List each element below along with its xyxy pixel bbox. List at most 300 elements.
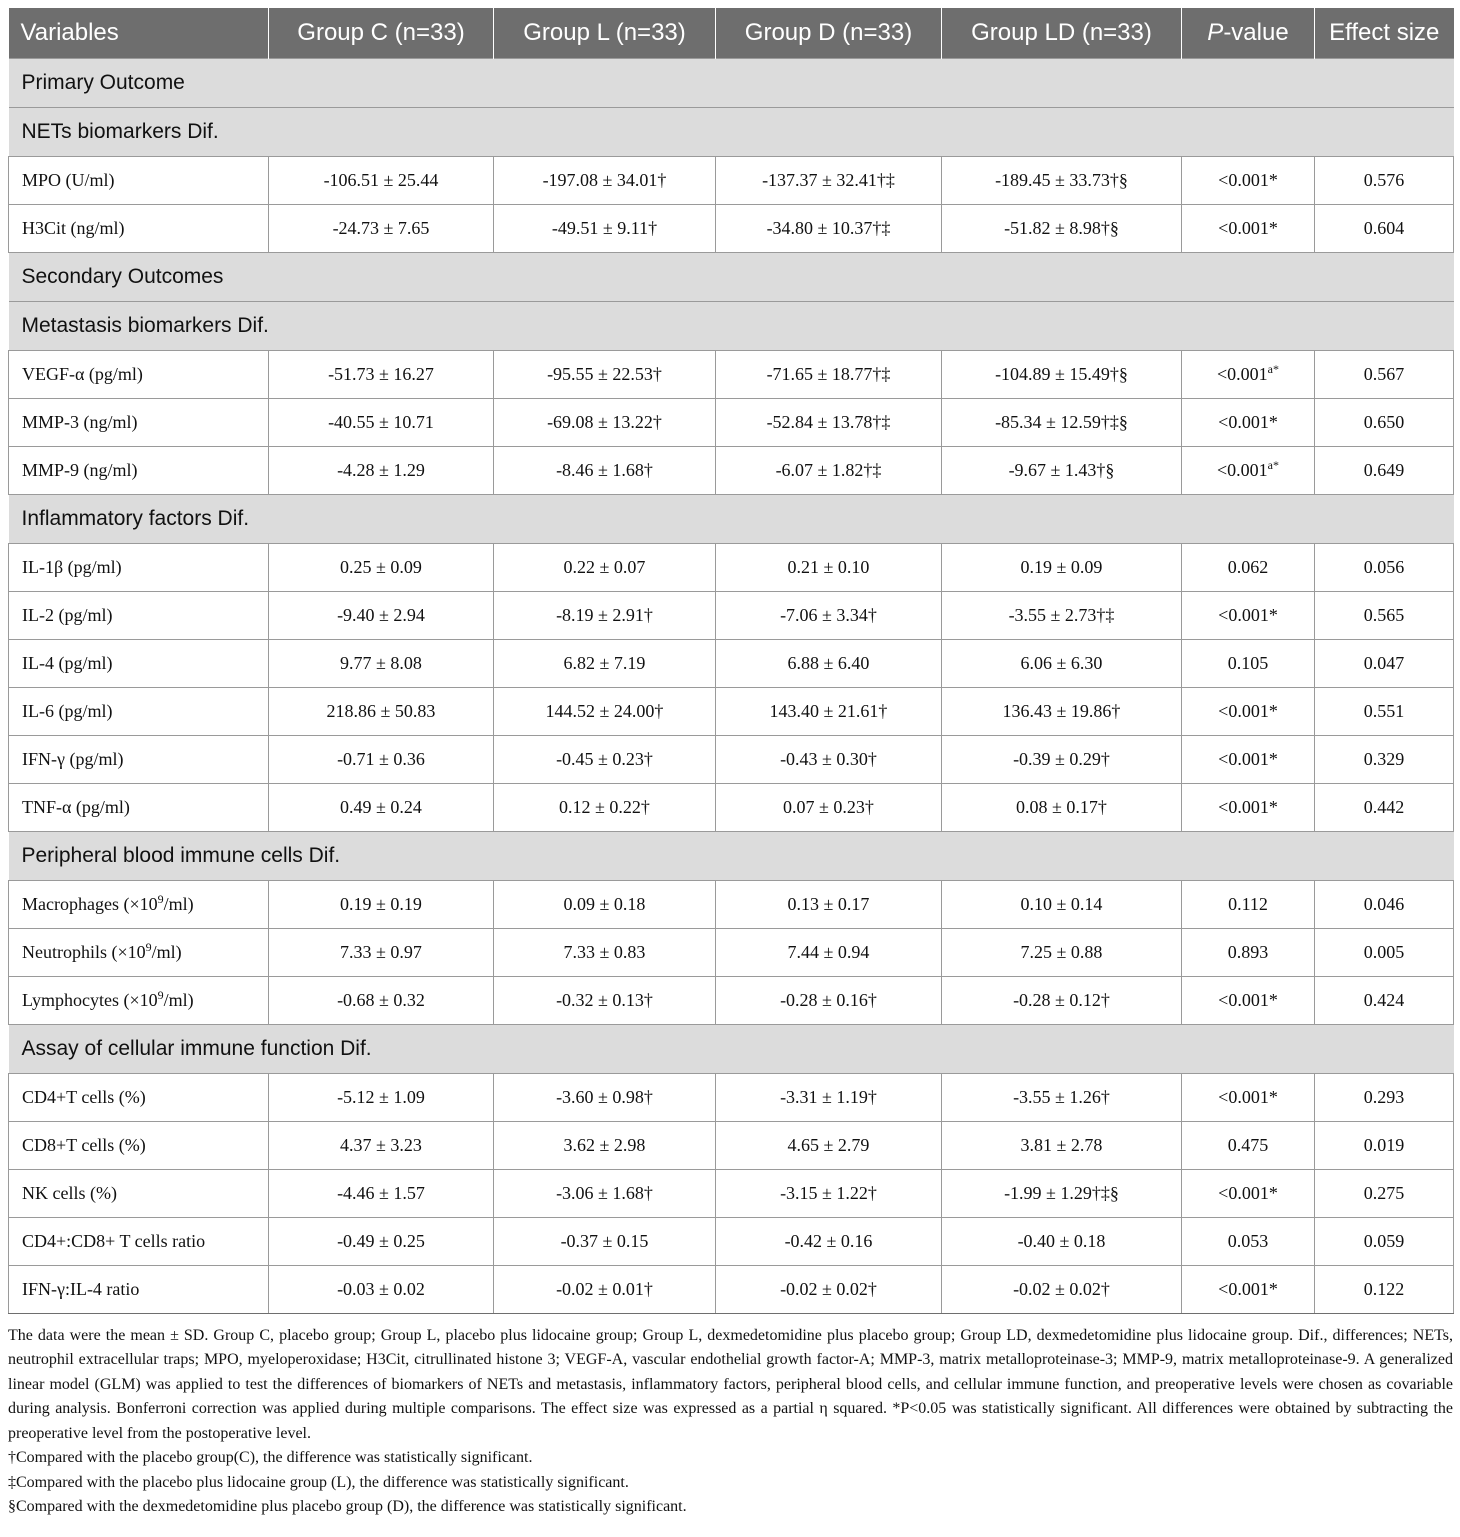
group-c-text: -0.71 ± 0.36 [337, 748, 425, 769]
group-c-text: -4.46 ± 1.57 [337, 1182, 425, 1203]
effect-size-text: 0.059 [1363, 1230, 1405, 1251]
header-p-value: P-value [1182, 8, 1315, 58]
table-row [9, 1073, 1454, 1121]
group-ld-cell [942, 783, 1182, 831]
variable-cell [9, 687, 269, 735]
p-value-text: 0.893 [1227, 941, 1269, 962]
group-d-cell [716, 639, 942, 687]
group-ld-cell [942, 204, 1182, 252]
p-value-text: <0.001* [1218, 217, 1278, 238]
p-value-cell [1182, 783, 1315, 831]
table-row [9, 880, 1454, 928]
group-l-text: 144.52 ± 24.00† [545, 700, 664, 721]
group-c-cell [269, 543, 494, 591]
group-c-cell [269, 591, 494, 639]
group-d-text: -7.06 ± 3.34† [780, 604, 877, 625]
variable-cell [9, 735, 269, 783]
group-c-cell [269, 156, 494, 204]
effect-size-text: 0.650 [1363, 411, 1405, 432]
p-value-cell [1182, 687, 1315, 735]
group-c-cell [269, 735, 494, 783]
p-value-cell [1182, 543, 1315, 591]
group-ld-text: 0.19 ± 0.09 [1020, 556, 1103, 577]
results-table [8, 8, 1454, 1314]
group-c-cell [269, 204, 494, 252]
group-ld-cell [942, 350, 1182, 398]
group-ld-cell [942, 591, 1182, 639]
variable-cell [9, 880, 269, 928]
group-c-cell [269, 639, 494, 687]
group-c-text: 7.33 ± 0.97 [340, 941, 422, 962]
table-row [9, 1121, 1454, 1169]
group-c-text: -51.73 ± 16.27 [328, 363, 434, 384]
group-d-cell [716, 880, 942, 928]
effect-size-text: 0.424 [1363, 989, 1405, 1010]
group-ld-text: 0.08 ± 0.17† [1016, 796, 1107, 817]
variable-text: IFN-γ (pg/ml) [22, 748, 124, 769]
group-d-text: 0.07 ± 0.23† [783, 796, 874, 817]
unit-exponent: 9 [145, 939, 152, 954]
group-l-cell [494, 735, 716, 783]
p-value-text: 0.475 [1227, 1134, 1269, 1155]
variable-cell [9, 204, 269, 252]
header-group-d: Group D (n=33) [716, 8, 942, 58]
group-ld-cell [942, 1073, 1182, 1121]
table-row [9, 735, 1454, 783]
variable-cell [9, 591, 269, 639]
section-row [9, 252, 1454, 301]
effect-size-cell [1315, 591, 1454, 639]
variable-cell [9, 156, 269, 204]
group-d-cell [716, 446, 942, 494]
group-l-text: -0.02 ± 0.01† [556, 1278, 653, 1299]
p-value-cell [1182, 1121, 1315, 1169]
group-l-text: 0.12 ± 0.22† [559, 796, 650, 817]
group-l-text: 7.33 ± 0.83 [563, 941, 646, 962]
group-c-cell [269, 928, 494, 976]
group-ld-text: 136.43 ± 19.86† [1002, 700, 1121, 721]
group-d-cell [716, 1121, 942, 1169]
group-ld-cell [942, 687, 1182, 735]
group-ld-text: -189.45 ± 33.73†§ [995, 169, 1128, 190]
p-value-text: 0.112 [1228, 893, 1268, 914]
group-c-cell [269, 783, 494, 831]
p-value-text: <0.001* [1218, 411, 1278, 432]
section-row [9, 1024, 1454, 1073]
group-d-cell [716, 735, 942, 783]
group-l-cell [494, 687, 716, 735]
group-ld-cell [942, 976, 1182, 1024]
header-group-l: Group L (n=33) [494, 8, 716, 58]
p-value-text: <0.001* [1218, 1086, 1278, 1107]
unit-exponent: 9 [157, 987, 164, 1002]
footnote-double-dagger: ‡Compared with the placebo plus lidocaine group (L), the difference was statistically significant. [8, 1473, 629, 1491]
group-ld-text: -1.99 ± 1.29†‡§ [1004, 1182, 1119, 1203]
variable-cell [9, 350, 269, 398]
group-ld-cell [942, 398, 1182, 446]
table-row [9, 591, 1454, 639]
effect-size-cell [1315, 350, 1454, 398]
section-row [9, 494, 1454, 543]
group-c-text: -106.51 ± 25.44 [323, 169, 439, 190]
variable-cell [9, 1217, 269, 1265]
variable-text: Macrophages (×10 [22, 893, 158, 914]
variable-text: IL-2 (pg/ml) [22, 604, 113, 625]
group-c-cell [269, 687, 494, 735]
variable-cell [9, 446, 269, 494]
section-row [9, 107, 1454, 156]
variable-cell [9, 1073, 269, 1121]
group-d-cell [716, 398, 942, 446]
group-d-text: -52.84 ± 13.78†‡ [766, 411, 891, 432]
p-value-cell [1182, 1169, 1315, 1217]
group-c-text: -40.55 ± 10.71 [328, 411, 434, 432]
group-l-cell [494, 446, 716, 494]
group-l-cell [494, 1169, 716, 1217]
effect-size-text: 0.604 [1363, 217, 1405, 238]
effect-size-text: 0.442 [1363, 796, 1405, 817]
group-c-text: 4.37 ± 3.23 [340, 1134, 422, 1155]
group-c-cell [269, 1121, 494, 1169]
effect-size-text: 0.056 [1363, 556, 1405, 577]
variable-text: TNF-α (pg/ml) [22, 796, 130, 817]
group-c-cell [269, 880, 494, 928]
group-l-cell [494, 1265, 716, 1313]
p-value-cell [1182, 1217, 1315, 1265]
effect-size-text: 0.649 [1363, 459, 1405, 480]
group-ld-cell [942, 446, 1182, 494]
effect-size-cell [1315, 687, 1454, 735]
group-ld-text: 0.10 ± 0.14 [1020, 893, 1103, 914]
group-d-cell [716, 591, 942, 639]
group-l-cell [494, 1121, 716, 1169]
variable-text: MMP-3 (ng/ml) [22, 411, 138, 432]
p-value-text: <0.001 [1217, 459, 1268, 480]
unit-suffix: /ml) [151, 941, 182, 962]
effect-size-cell [1315, 446, 1454, 494]
unit-suffix: /ml) [163, 893, 194, 914]
group-ld-text: -3.55 ± 1.26† [1013, 1086, 1110, 1107]
group-l-text: 0.09 ± 0.18 [563, 893, 646, 914]
p-value-superscript: a* [1267, 457, 1279, 472]
p-value-cell [1182, 976, 1315, 1024]
table-row [9, 1217, 1454, 1265]
table-row [9, 928, 1454, 976]
footnote-dagger: †Compared with the placebo group(C), the difference was statistically significant. [8, 1449, 533, 1466]
group-d-text: -0.28 ± 0.16† [780, 989, 877, 1010]
p-value-text: <0.001* [1218, 1182, 1278, 1203]
group-l-text: 0.22 ± 0.07 [563, 556, 646, 577]
group-c-text: -5.12 ± 1.09 [337, 1086, 425, 1107]
group-l-cell [494, 639, 716, 687]
group-ld-cell [942, 1217, 1182, 1265]
section-label: Metastasis biomarkers Dif. [9, 301, 1454, 350]
p-value-cell [1182, 446, 1315, 494]
effect-size-cell [1315, 204, 1454, 252]
group-l-cell [494, 591, 716, 639]
p-value-text: <0.001* [1218, 796, 1278, 817]
p-value-text: <0.001 [1217, 363, 1268, 384]
footnote-main: The data were the mean ± SD. Group C, placebo group; Group L, placebo plus lidocaine group; Group L, dexmedetomidine plus placebo group; Group LD, dexmedetomidine plus lidocaine group. Dif., differences; NETs, neutrophil extracellular traps; MPO, myeloperoxidase; H3Cit, citrullinated histone 3; VEGF-A, vascular endothelial growth factor-A; MMP-3, matrix metalloproteinase-3; MMP-9, matrix metalloproteinase-9. A generalized linear model (GLM) was applied to test the differences of biomarkers of NETs and metastasis, inflammatory factors, peripheral blood cells, and cellular immune function, and preoperative levels were chosen as covariable during analysis. Bonferroni correction was applied during multiple comparisons. The effect size was expressed as a partial η squared. *P<0.05 was statistically significant. All differences were obtained by subtracting the preoperative level from the postoperative level. [8, 1326, 1453, 1442]
variable-text: CD4+T cells (%) [22, 1086, 146, 1107]
group-c-cell [269, 1169, 494, 1217]
p-value-text: <0.001* [1218, 748, 1278, 769]
table-container [8, 8, 1453, 1520]
group-c-cell [269, 350, 494, 398]
variable-cell [9, 783, 269, 831]
effect-size-text: 0.005 [1363, 941, 1405, 962]
table-row [9, 639, 1454, 687]
table-row [9, 446, 1454, 494]
group-l-cell [494, 783, 716, 831]
variable-text: NK cells (%) [22, 1182, 117, 1203]
header-p-letter: P [1207, 18, 1224, 46]
p-value-cell [1182, 204, 1315, 252]
p-value-cell [1182, 591, 1315, 639]
group-ld-cell [942, 1121, 1182, 1169]
variable-cell [9, 1265, 269, 1313]
variable-text: CD8+T cells (%) [22, 1134, 146, 1155]
group-c-text: 9.77 ± 8.08 [340, 652, 422, 673]
effect-size-text: 0.275 [1363, 1182, 1405, 1203]
variable-text: IL-6 (pg/ml) [22, 700, 113, 721]
header-variables: Variables [9, 8, 269, 58]
p-value-cell [1182, 398, 1315, 446]
variable-cell [9, 398, 269, 446]
group-c-cell [269, 1217, 494, 1265]
group-l-cell [494, 350, 716, 398]
effect-size-cell [1315, 1121, 1454, 1169]
table-row [9, 687, 1454, 735]
variable-text: Neutrophils (×10 [22, 941, 146, 962]
table-footnotes [8, 1324, 1453, 1520]
header-row [9, 8, 1454, 58]
group-l-text: -8.19 ± 2.91† [556, 604, 653, 625]
variable-cell [9, 543, 269, 591]
variable-cell [9, 928, 269, 976]
group-ld-text: 3.81 ± 2.78 [1020, 1134, 1103, 1155]
group-ld-cell [942, 735, 1182, 783]
section-label: Peripheral blood immune cells Dif. [9, 831, 1454, 880]
effect-size-text: 0.567 [1363, 363, 1405, 384]
section-row [9, 58, 1454, 107]
group-ld-text: -0.28 ± 0.12† [1013, 989, 1110, 1010]
effect-size-text: 0.122 [1363, 1278, 1405, 1299]
group-l-text: -49.51 ± 9.11† [551, 217, 658, 238]
group-ld-text: -0.02 ± 0.02† [1013, 1278, 1110, 1299]
section-label: Inflammatory factors Dif. [9, 494, 1454, 543]
group-c-cell [269, 446, 494, 494]
group-ld-cell [942, 880, 1182, 928]
effect-size-cell [1315, 976, 1454, 1024]
p-value-text: <0.001* [1218, 700, 1278, 721]
group-l-cell [494, 976, 716, 1024]
group-l-cell [494, 156, 716, 204]
table-row [9, 204, 1454, 252]
group-l-cell [494, 1073, 716, 1121]
effect-size-text: 0.046 [1363, 893, 1405, 914]
variable-cell [9, 1169, 269, 1217]
group-d-text: 0.21 ± 0.10 [787, 556, 870, 577]
group-d-cell [716, 783, 942, 831]
table-row [9, 543, 1454, 591]
group-c-text: 218.86 ± 50.83 [326, 700, 436, 721]
section-label: NETs biomarkers Dif. [9, 107, 1454, 156]
group-l-text: -0.45 ± 0.23† [556, 748, 653, 769]
group-d-cell [716, 156, 942, 204]
group-c-text: 0.19 ± 0.19 [340, 893, 422, 914]
effect-size-text: 0.047 [1363, 652, 1405, 673]
p-value-text: <0.001* [1218, 604, 1278, 625]
group-l-text: -8.46 ± 1.68† [556, 459, 653, 480]
effect-size-text: 0.551 [1363, 700, 1405, 721]
p-value-cell [1182, 928, 1315, 976]
p-value-text: <0.001* [1218, 169, 1278, 190]
section-label: Primary Outcome [9, 58, 1454, 107]
section-row [9, 831, 1454, 880]
group-ld-text: -9.67 ± 1.43†§ [1008, 459, 1115, 480]
group-l-text: -3.06 ± 1.68† [556, 1182, 653, 1203]
group-d-cell [716, 687, 942, 735]
section-row [9, 301, 1454, 350]
group-c-text: -9.40 ± 2.94 [337, 604, 425, 625]
group-l-text: -197.08 ± 34.01† [542, 169, 667, 190]
group-ld-text: -85.34 ± 12.59†‡§ [995, 411, 1128, 432]
footnote-section: §Compared with the dexmedetomidine plus placebo group (D), the difference was statistically significant. [8, 1498, 687, 1515]
effect-size-text: 0.576 [1363, 169, 1405, 190]
table-row [9, 783, 1454, 831]
group-c-text: 0.25 ± 0.09 [340, 556, 422, 577]
unit-suffix: /ml) [163, 989, 194, 1010]
group-ld-text: -51.82 ± 8.98†§ [1004, 217, 1119, 238]
p-value-cell [1182, 880, 1315, 928]
table-row [9, 156, 1454, 204]
group-l-text: -95.55 ± 22.53† [547, 363, 662, 384]
p-value-text: <0.001* [1218, 989, 1278, 1010]
group-l-text: -3.60 ± 0.98† [556, 1086, 653, 1107]
header-group-c: Group C (n=33) [269, 8, 494, 58]
variable-text: MPO (U/ml) [22, 169, 115, 190]
group-ld-text: -0.40 ± 0.18 [1017, 1230, 1106, 1251]
group-d-cell [716, 204, 942, 252]
p-value-text: 0.105 [1227, 652, 1269, 673]
group-l-text: 6.82 ± 7.19 [563, 652, 646, 673]
p-value-text: 0.053 [1227, 1230, 1269, 1251]
group-d-cell [716, 1265, 942, 1313]
group-d-cell [716, 976, 942, 1024]
group-ld-cell [942, 639, 1182, 687]
header-group-ld: Group LD (n=33) [942, 8, 1182, 58]
group-l-text: -0.37 ± 0.15 [560, 1230, 649, 1251]
group-d-text: 4.65 ± 2.79 [787, 1134, 870, 1155]
table-body [9, 58, 1454, 1313]
variable-cell [9, 1121, 269, 1169]
group-l-cell [494, 543, 716, 591]
group-ld-text: -0.39 ± 0.29† [1013, 748, 1110, 769]
group-d-text: -0.02 ± 0.02† [780, 1278, 877, 1299]
group-d-text: -0.43 ± 0.30† [780, 748, 877, 769]
group-d-cell [716, 1169, 942, 1217]
group-c-cell [269, 1073, 494, 1121]
group-ld-text: 7.25 ± 0.88 [1020, 941, 1103, 962]
variable-text: Lymphocytes (×10 [22, 989, 158, 1010]
group-c-text: 0.49 ± 0.24 [340, 796, 422, 817]
group-l-cell [494, 880, 716, 928]
p-value-cell [1182, 1073, 1315, 1121]
group-d-text: -0.42 ± 0.16 [784, 1230, 873, 1251]
effect-size-cell [1315, 1073, 1454, 1121]
group-d-cell [716, 1073, 942, 1121]
group-d-cell [716, 543, 942, 591]
group-ld-cell [942, 543, 1182, 591]
p-value-text: <0.001* [1218, 1278, 1278, 1299]
group-d-cell [716, 928, 942, 976]
p-value-text: 0.062 [1227, 556, 1269, 577]
group-ld-text: 6.06 ± 6.30 [1020, 652, 1103, 673]
p-value-cell [1182, 350, 1315, 398]
p-value-cell [1182, 735, 1315, 783]
variable-text: CD4+:CD8+ T cells ratio [22, 1230, 206, 1251]
group-d-cell [716, 350, 942, 398]
group-l-cell [494, 398, 716, 446]
unit-exponent: 9 [157, 891, 164, 906]
group-d-text: 7.44 ± 0.94 [787, 941, 870, 962]
group-d-text: -137.37 ± 32.41†‡ [762, 169, 895, 190]
group-d-text: 143.40 ± 21.61† [769, 700, 888, 721]
effect-size-cell [1315, 156, 1454, 204]
effect-size-cell [1315, 398, 1454, 446]
group-d-text: -34.80 ± 10.37†‡ [766, 217, 891, 238]
p-value-cell [1182, 1265, 1315, 1313]
group-c-cell [269, 976, 494, 1024]
variable-cell [9, 639, 269, 687]
group-c-text: -24.73 ± 7.65 [332, 217, 430, 238]
header-effect-size: Effect size [1329, 18, 1440, 46]
effect-size-text: 0.329 [1363, 748, 1405, 769]
group-l-cell [494, 204, 716, 252]
section-label: Secondary Outcomes [9, 252, 1454, 301]
table-row [9, 1265, 1454, 1313]
variable-text: MMP-9 (ng/ml) [22, 459, 138, 480]
effect-size-cell [1315, 880, 1454, 928]
p-value-cell [1182, 156, 1315, 204]
group-c-cell [269, 1265, 494, 1313]
group-d-text: 0.13 ± 0.17 [787, 893, 870, 914]
group-l-cell [494, 928, 716, 976]
group-ld-cell [942, 1265, 1182, 1313]
group-l-text: -0.32 ± 0.13† [556, 989, 653, 1010]
effect-size-cell [1315, 783, 1454, 831]
group-l-text: 3.62 ± 2.98 [563, 1134, 646, 1155]
group-d-text: -3.15 ± 1.22† [780, 1182, 877, 1203]
effect-size-text: 0.565 [1363, 604, 1405, 625]
section-label: Assay of cellular immune function Dif. [9, 1024, 1454, 1073]
group-ld-cell [942, 156, 1182, 204]
group-c-text: -4.28 ± 1.29 [337, 459, 425, 480]
group-ld-text: -104.89 ± 15.49†§ [995, 363, 1128, 384]
effect-size-cell [1315, 639, 1454, 687]
group-d-text: 6.88 ± 6.40 [787, 652, 870, 673]
table-row [9, 976, 1454, 1024]
variable-text: IL-1β (pg/ml) [22, 556, 122, 577]
effect-size-cell [1315, 928, 1454, 976]
variable-text: IL-4 (pg/ml) [22, 652, 113, 673]
effect-size-cell [1315, 543, 1454, 591]
group-d-cell [716, 1217, 942, 1265]
variable-text: IFN-γ:IL-4 ratio [22, 1278, 140, 1299]
variable-text: H3Cit (ng/ml) [22, 217, 125, 238]
p-value-superscript: a* [1267, 361, 1279, 376]
